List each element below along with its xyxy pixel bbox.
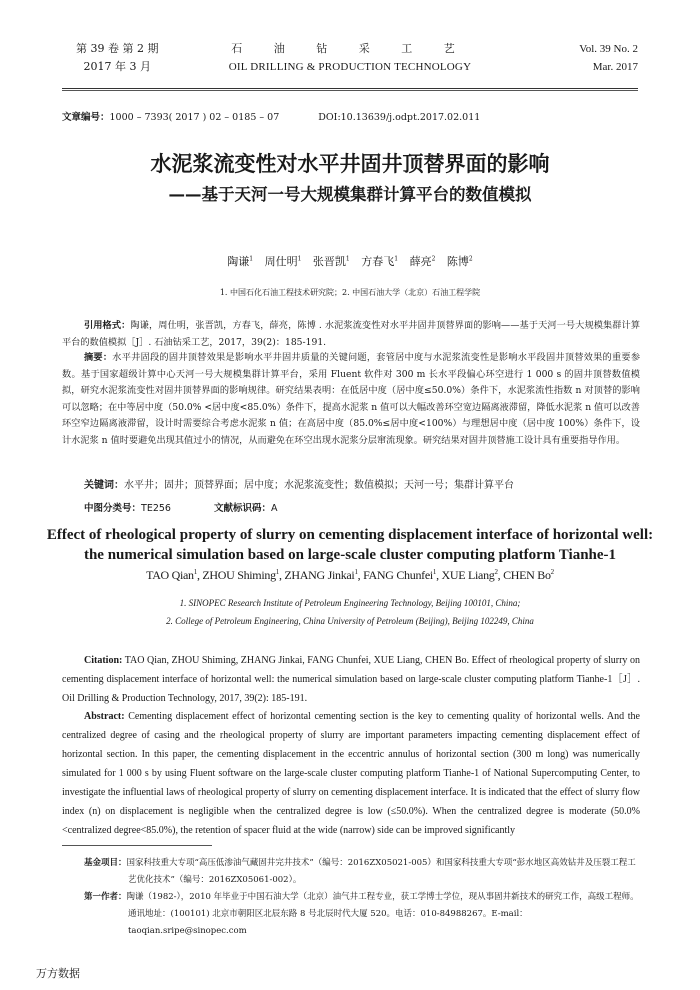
authors-cn	[0, 253, 700, 269]
affiliation-en-2: 2. College of Petroleum Engineering, China University of Petroleum (Beijing), Beijing 102249, China	[166, 616, 534, 626]
article-info	[62, 109, 480, 123]
classification	[84, 500, 278, 514]
footnote-rule	[62, 845, 212, 846]
date-en: Mar. 2017	[592, 61, 638, 73]
title-en	[0, 525, 700, 565]
clc-label: 中图分类号：	[84, 503, 142, 514]
affiliation-cn: 1. 中国石化石油工程技术研究院；2. 中国石油大学（北京）石油工程学院	[219, 288, 481, 297]
clc-value: TE256	[141, 503, 171, 514]
citation-cn-text: 陶谦，周仕明，张晋凯，方春飞，薛亮，陈博 . 水泥浆流变性对水平井固井顶替界面的影响——基于天河一号大规模集群计算平台的数值模拟［J］. 石油钻采工艺，2017，39(2)：185-191.	[62, 320, 641, 348]
citation-cn	[62, 318, 640, 351]
fund-text: 国家科技重大专项“高压低渗油气藏固井完井技术”（编号：2016ZX05021-005）和国家科技重大专项“彭水地区高效钻井及压裂工程工艺优化技术”（编号：2016ZX05061-002）。	[126, 858, 636, 885]
footnote-fund	[84, 855, 640, 889]
author-en: XUE Liang$^2$,	[441, 568, 501, 582]
authors-en	[0, 568, 700, 583]
title-en-line2: the numerical simulation based on large-scale cluster computing platform Tianhe-1	[83, 547, 617, 563]
author-en: ZHOU Shiming$^1$,	[202, 568, 282, 582]
header-volume-en	[579, 40, 638, 76]
author-cn: 方春飞$^1$	[361, 255, 399, 268]
keywords-cn	[84, 476, 514, 491]
volume-en: Vol. 39 No. 2	[579, 43, 638, 55]
article-number-label: 文章编号：	[62, 112, 110, 123]
author-cn: 周仕明$^1$	[264, 255, 302, 268]
date-cn: 2017 年 3 月	[83, 60, 151, 73]
volume-cn: 第 39 卷 第 2 期	[76, 42, 159, 55]
author-cn: 陈博$^2$	[446, 255, 473, 268]
keywords-cn-text: 水平井；固井；顶替界面；居中度；水泥浆流变性；数值模拟；天河一号；集群计算平台	[124, 480, 514, 491]
abstract-en-label: Abstract:	[84, 711, 125, 722]
author-cn: 张晋凯$^1$	[312, 255, 350, 268]
subtitle-cn: ——基于天河一号大规模集群计算平台的数值模拟	[168, 185, 532, 204]
abstract-cn-label: 摘要：	[84, 352, 113, 363]
author-cn: 薛亮$^2$	[409, 255, 436, 268]
header-rule	[62, 88, 638, 89]
citation-cn-label: 引用格式：	[84, 320, 131, 331]
title-en-line1: Effect of rheological property of slurry on cementing displacement interface of horizontal well:	[46, 527, 654, 543]
footnote-author	[84, 889, 640, 940]
affiliation-en-1: 1. SINOPEC Research Institute of Petroleum Engineering Technology, Beijing 100101, China;	[179, 598, 521, 608]
author-cn: 陶谦$^1$	[227, 255, 254, 268]
doc-code-label: 文献标识码：	[214, 503, 272, 514]
fund-label: 基金项目：	[84, 858, 127, 868]
abstract-cn	[62, 350, 640, 450]
author-en: CHEN Bo$^2$	[503, 568, 554, 582]
citation-en	[62, 651, 640, 708]
citation-en-label: Citation:	[84, 655, 123, 666]
abstract-en-text: Cementing displacement effect of horizontal cementing section is the key to cementing quality of horizontal wells. And the centralized degree of casing and the rheological property of slurry are important parameters impacting cementing displacement effect of horizontal section. In this paper, the cementing displacement in the eccentric annulus of horizontal section (300 m long) was numerically simulated for 1 000 s by using Fluent software on the large-scale cluster computing platform Tianhe-1 of National Supercomputing Center, to investigate the influential laws of rheological property of slurry on cementing displacement interface. It is indicated that the effect of slurry flow index (n) on displacement is negligible when the centralized degree is low (≤50.0%). When the centralized degree is moderate (50.0%<centralized degree<85.0%), the retention of spacer fluid at the wide (narrow) side can be improved significantly	[62, 711, 640, 836]
wanfang-watermark: 万方数据	[36, 967, 80, 980]
doc-code-value: A	[271, 503, 278, 514]
keywords-cn-label: 关键词：	[84, 480, 124, 491]
doi[interactable]: DOI:10.13639/j.odpt.2017.02.011	[318, 112, 481, 123]
author-en: FANG Chunfei$^1$,	[363, 568, 439, 582]
abstract-cn-text: 水平井固段的固井顶替效果是影响水平井固井质量的关键问题，套管居中度与水泥浆流变性是影响水平段固井顶替效果的重要参数。基于国家超级计算中心天河一号大规模集群计算平台，采用 Fluent 软件对 300 m 长水平段偏心环空进行 1 000 s 的固井顶替数值模拟，研究水泥浆流变性对固井顶替界面的影响规律。研究结果表明：在低居中度（居中度≤50.0%）条件下，水泥浆流性指数 n 对顶替的影响可以忽略；在中等居中度（50.0% <居中度<85.0%）条件下，提高水泥浆 n 值可以大幅改善环空宽边隔离液滞留，降低水泥浆 n 值可以改善环空窄边隔离液滞留，设计时需要综合考虑水泥浆 n 值；在高居中度（85.0%≤居中度<100%）与理想居中度（居中度 100%）条件下，设计水泥浆 n 值时要避免出现其值过小的情况，从而避免在环空出现水泥浆分层窜流现象。研究结果对固井顶替施工设计具有重要指导作用。	[62, 352, 641, 446]
article-number: 1000 – 7393( 2017 ) 02 – 0185 – 07	[109, 112, 280, 123]
journal-name-cn: 石 油 钻 采 工 艺	[231, 42, 469, 55]
first-author-label: 第一作者：	[84, 892, 127, 902]
author-en: TAO Qian$^1$,	[146, 568, 200, 582]
abstract-en	[62, 707, 640, 840]
citation-en-text: TAO Qian, ZHOU Shiming, ZHANG Jinkai, FANG Chunfei, XUE Liang, CHEN Bo. Effect of rheological property of slurry on cementing displacement interface of horizontal well: the numerical simulation based on large-scale cluster computing platform Tianhe-1［J］. Oil Drilling & Production Technology, 2017, 39(2): 185-191.	[62, 655, 640, 704]
journal-name-en: OIL DRILLING & PRODUCTION TECHNOLOGY	[228, 61, 472, 73]
author-en: ZHANG Jinkai$^1$,	[284, 568, 361, 582]
title-cn: 水泥浆流变性对水平井固井顶替界面的影响	[150, 152, 550, 176]
first-author-text: 陶谦（1982-），2010 年毕业于中国石油大学（北京）油气井工程专业，获工学博士学位，现从事固井新技术的研究工作，高级工程师。通讯地址：(100101) 北京市朝阳区北辰东路 8 号北辰时代大厦 520。电话：010-84988267。E-mail：taoqian.sripe@sinopec.com	[126, 892, 639, 936]
header-rule-thin	[62, 90, 638, 91]
